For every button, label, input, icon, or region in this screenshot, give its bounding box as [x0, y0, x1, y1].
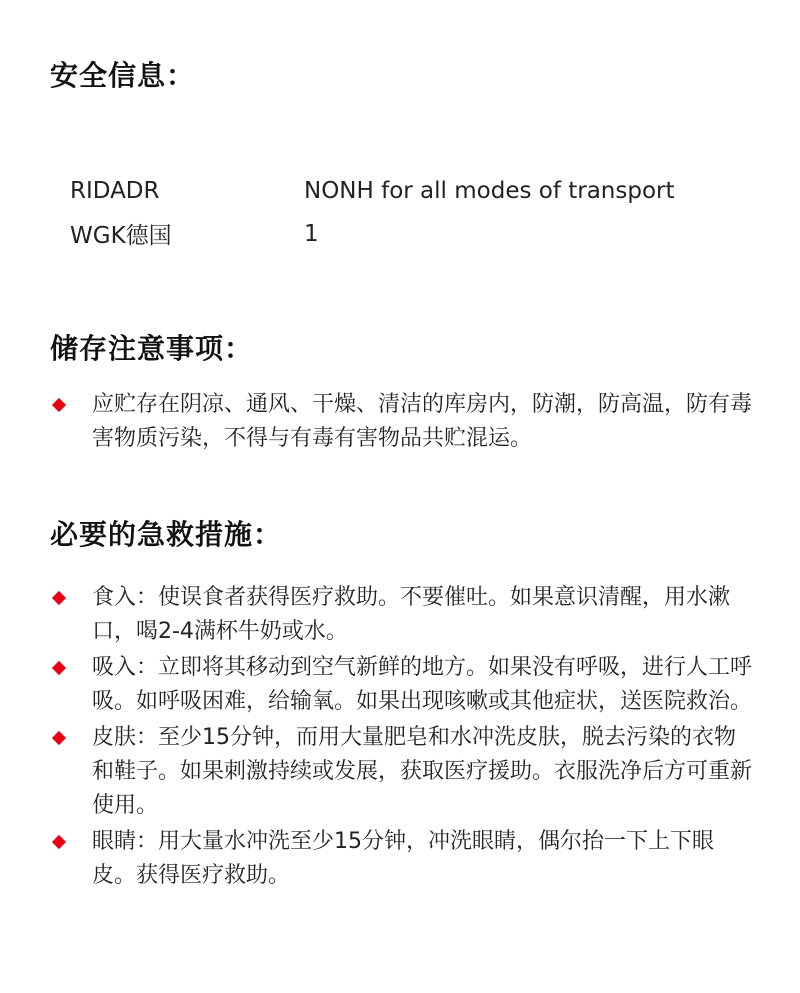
ridadr-value: NONH for all modes of transport — [304, 177, 675, 204]
first-aid-ingestion-text: 食入：使误食者获得医疗救助。不要催吐。如果意识清醒，用水漱口，喝2-4满杯牛奶或水。 — [92, 585, 731, 644]
first-aid-eyes-text: 眼睛：用大量水冲洗至少15分钟，冲洗眼睛，偶尔抬一下上下眼皮。获得医疗救助。 — [92, 829, 714, 888]
list-item — [50, 825, 755, 893]
wgk-value: 1 — [304, 220, 319, 247]
table-row — [70, 169, 750, 212]
list-item — [50, 388, 755, 456]
first-aid-skin-text: 皮肤：至少15分钟，而用大量肥皂和水冲洗皮肤，脱去污染的衣物和鞋子。如果刺激持续或发展，获取医疗援助。衣服洗净后方可重新使用。 — [92, 725, 753, 818]
list-item — [50, 721, 755, 823]
storage-text: 应贮存在阴凉、通风、干燥、清洁的库房内，防潮，防高温，防有毒害物质污染，不得与有毒有害物品共贮混运。 — [92, 392, 753, 451]
diamond-bullet-icon — [52, 398, 66, 412]
storage-list — [50, 388, 755, 456]
diamond-bullet-icon — [52, 661, 66, 675]
diamond-bullet-icon — [52, 591, 66, 605]
wgk-label: WGK德国 — [70, 223, 172, 249]
first-aid-list — [50, 581, 755, 895]
diamond-bullet-icon — [52, 835, 66, 849]
first-aid-inhalation-text: 吸入：立即将其移动到空气新鲜的地方。如果没有呼吸，进行人工呼吸。如呼吸困难，给输氧。如果出现咳嗽或其他症状，送医院救治。 — [92, 655, 753, 714]
safety-info-table — [70, 169, 750, 255]
diamond-bullet-icon — [52, 731, 66, 745]
section-title-storage: 储存注意事项： — [50, 332, 254, 365]
section-title-safety: 安全信息： — [50, 59, 196, 92]
section-title-first-aid: 必要的急救措施： — [50, 518, 283, 551]
ridadr-label: RIDADR — [70, 177, 160, 204]
list-item — [50, 581, 755, 649]
table-row — [70, 212, 750, 255]
list-item — [50, 651, 755, 719]
